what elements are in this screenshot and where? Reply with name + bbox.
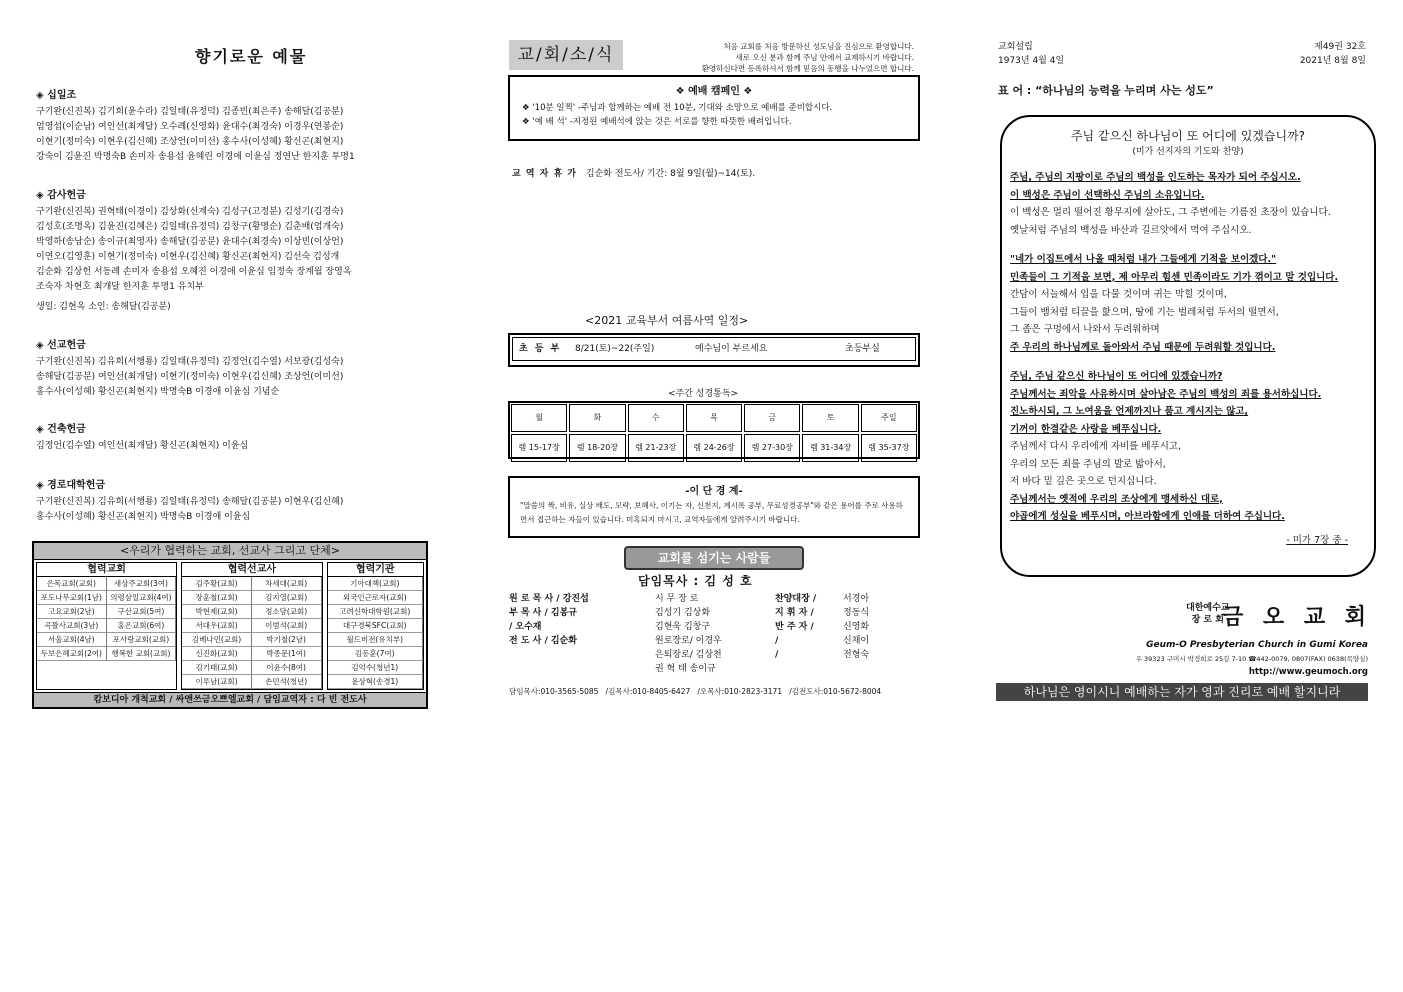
coop-entry: 고요교회(2남): [37, 605, 107, 619]
verse-reference: - 미가 7장 중 -: [1286, 534, 1348, 546]
news-note-line: 새로 오신 분과 함께 주님 안에서 교제하시기 바랍니다.: [735, 53, 914, 62]
verse-line: 그들이 뱀처럼 티끌을 핥으며, 땅에 기는 벌레처럼 두서의 떨면서,: [1010, 306, 1279, 318]
coop-entry: 서대우(교회): [182, 619, 252, 633]
coop-entry: 손민석(청년): [252, 675, 322, 689]
bible-day: 토: [802, 404, 858, 432]
denom-bottom: 장 로 회: [1191, 615, 1224, 625]
coop-churches-heading: 협력교회: [37, 563, 176, 577]
staff-row: [509, 634, 916, 648]
coop-entry: 김기태(교회): [182, 661, 252, 675]
footer-verse: 하나님은 영이시니 예배하는 자가 영과 진리로 예배 할지니라: [996, 683, 1368, 701]
coop-orgs: [327, 562, 424, 690]
staff-cell: /: [775, 636, 779, 646]
motto: 표 어 : “하나님의 능력을 누리며 사는 성도”: [998, 84, 1214, 97]
coop-churches: [36, 562, 177, 690]
founded-label: 교회설립: [998, 42, 1033, 52]
staff-cell: [509, 648, 655, 662]
verse-line: [1010, 239, 1374, 251]
section-heading: ◈ 감사헌금: [36, 190, 86, 201]
pastor-name: 담임목사 : 김 성 호: [638, 574, 753, 588]
staff-cell: 찬양대장 /: [775, 594, 817, 604]
coop-entry: 이윤수(8여): [252, 661, 322, 675]
bible-day: 목: [686, 404, 742, 432]
coop-entry: 두보은혜교회(2여): [37, 647, 107, 661]
verse-title: 주님 같으신 하나님이 또 어디에 있겠습니까?: [1070, 129, 1306, 143]
bible-reading: 렘 27-30장: [744, 434, 800, 462]
staff-cell: [775, 662, 843, 676]
coop-missionaries: [181, 562, 322, 690]
coop-entry: 외국인근로자(교회): [328, 591, 423, 605]
campaign-title: ❖ 예배 캠페인 ❖: [675, 86, 753, 97]
vacation-notice: [512, 166, 755, 179]
founded-date: 1973년 4월 4일: [998, 56, 1065, 66]
coop-entry: 김주황(교회): [182, 577, 252, 591]
coop-entry: 박현제(교회): [182, 605, 252, 619]
bible-day: 화: [569, 404, 625, 432]
section-thanks: [36, 186, 436, 295]
bible-reading: 렘 18-20장: [569, 434, 625, 462]
staff-row: [509, 592, 916, 606]
news-note: [636, 41, 914, 74]
staff-cell: 신채이: [843, 636, 870, 646]
coop-bottom: 캄보디아 개척교회 / 싸앤쓰금오쁘엘교회 / 담임교역자 : 다 빈 전도사: [34, 692, 426, 707]
verse-line: 그 좁은 구멍에서 나와서 두려워하며: [1010, 324, 1160, 335]
campaign-item: ❖ '예 배 석' -지정된 예배석에 앉는 것은 서로를 향한 따뜻한 배려입니다.: [522, 117, 792, 127]
staff-cell: /: [775, 650, 779, 660]
staff-cell: / 오수재: [509, 622, 542, 632]
staff-cell: 원로장로/ 이경우: [655, 636, 722, 646]
section-body: 구기완(신진복) 김유희(서행룡) 김일태(유정덕) 김정언(김수열) 서보광(김성숙) 송해달(김공분) 여인선(최개달) 이현기(정미숙) 이현우(김신혜) 조상언(이미선) 홍수사(이성혜) 황신곤(최현지) 박명숙B 이경애 이윤심 기념순: [36, 357, 344, 397]
coop-entry: 김동훈(7여): [328, 647, 423, 661]
verse-line: 우리의 모든 죄를 주님의 발로 밟아서,: [1010, 458, 1166, 470]
edu-title: <2021 교육부서 여름사역 일정>: [585, 314, 749, 327]
coop-entry: 이범석(교회): [252, 619, 322, 633]
section-body: 김정언(김수열) 여인선(최개달) 황신곤(최현지) 이윤심: [36, 441, 249, 451]
staff-cell: 신영화: [843, 622, 870, 632]
staff-cell: 지 휘 자 /: [775, 608, 814, 618]
bible-reading: 렘 31-34장: [802, 434, 858, 462]
section-heading: ◈ 선교헌금: [36, 340, 86, 351]
staff-cell: 김현욱 김창구: [655, 622, 711, 632]
staff-cell: 반 주 자 /: [775, 622, 814, 632]
edu-theme: 예수님이 부르세요: [695, 344, 768, 354]
verse-line: 이 백성은 멀리 떨어진 황무지에 살아도, 그 주변에는 기름진 초장이 있습니다.: [1010, 207, 1331, 218]
coop-entry: 이루남(교회): [182, 675, 252, 689]
issue-date: 2021년 8월 8일: [1299, 56, 1366, 66]
issue-info: [1240, 40, 1366, 68]
staff-cell: 서경아: [843, 594, 870, 604]
coop-entry: 정소담(교회): [252, 605, 322, 619]
news-note-line: 환영하신다면 등록하셔서 함께 믿음의 동행을 나누었으면 합니다.: [701, 64, 914, 73]
vacation-text: 김순화 전도사/ 기간: 8월 9일(월)~14(토).: [585, 169, 756, 179]
edu-dept: 초 등 부: [519, 344, 562, 354]
news-tag: 교/회/소/식: [509, 40, 623, 70]
coop-entry: 김지열(교회): [252, 591, 322, 605]
staff-cell: [843, 662, 903, 676]
verse-line: 주 우리의 하나님께로 돌아와서 주님 때문에 두려워할 것입니다.: [1010, 341, 1276, 353]
staff-list: [509, 592, 916, 676]
coop-missionaries-heading: 협력선교사: [182, 563, 321, 577]
coop-entry: 월드비전(유치부): [328, 633, 423, 647]
coop-entry: 차세대(교회): [252, 577, 322, 591]
coop-entry: 기아대책(교회): [328, 577, 423, 591]
coop-entry: 신진화(교회): [182, 647, 252, 661]
phone-list: 담임목사:010-3565-5085 /김목사:010-8405-6427 /오목사:010-2823-3171 /김전도사:010-5672-8004: [509, 687, 882, 696]
church-address: 우 39323 구미시 박정희로 25길 7-10 ☎442-0079, 0807(FAX) 0638(목양실): [1135, 655, 1368, 663]
church-english-name: Geum-O Presbyterian Church in Gumi Korea: [1146, 640, 1368, 650]
coop-entry: 의령삼일교회(4여): [107, 591, 177, 605]
verse-line: 주님께서는 죄악을 사유하시며 살아남은 주님의 백성의 죄를 용서하십니다.: [1010, 388, 1322, 400]
verse-line: 옛날처럼 주님의 백성을 바산과 길르앗에서 먹여 주십시오.: [1010, 224, 1252, 236]
verse-line: "네가 이집트에서 나올 때처럼 내가 그들에게 기적을 보이겠다.": [1010, 254, 1277, 265]
staff-cell: 부 목 사 / 김봉규: [509, 608, 577, 618]
section-heading: ◈ 건축헌금: [36, 424, 86, 435]
verse-subtitle: (미가 선지자의 기도와 찬양): [1132, 147, 1244, 157]
coop-entry: 홍은교회(6여): [107, 619, 177, 633]
coop-entry: 김베나민(교회): [182, 633, 252, 647]
verse-line: 민족들이 그 기적을 보면, 제 아무리 힘센 민족이라도 기가 꺾이고 말 것입니다.: [1010, 271, 1339, 283]
staff-row: [509, 606, 916, 620]
staff-cell: 전 도 사 / 김순화: [509, 636, 577, 646]
section-body: 구기완(신진복) 김기희(윤수라) 김일태(유정덕) 김종빈(최은주) 송해달(김공분) 엄영섭(이순남) 여인선(최계달) 오수례(신영화) 윤대수(최경숙) 이경우(연봉순) 이현기(정미숙) 이현우(김신혜) 조상언(이미선) 홍수사(이성혜) 황신곤(최현지) 강숙이 김윤진 박명숙B 손미자 송용섭 윤혜린 이경애 이윤심 정연난 한지훈 투명1: [36, 107, 355, 162]
coop-entry: 장훈철(교회): [182, 591, 252, 605]
verse-line: [1010, 356, 1374, 368]
bible-reading: 렘 35-37장: [861, 434, 917, 462]
coop-entry: 은목교회(교회): [37, 577, 107, 591]
denom-top: 대한예수교: [1186, 603, 1230, 613]
coop-entry: 곡꽐사교회(3남): [37, 619, 107, 633]
verse-box: [1000, 115, 1376, 577]
church-name: 금 오 교 회: [1222, 605, 1372, 630]
staff-cell: 은퇴장로/ 김상천: [655, 650, 722, 660]
verse-line: 기꺼이 한결같은 사랑을 베푸십니다.: [1010, 423, 1162, 435]
verse-line: 주님, 주님 같으신 하나님이 또 어디에 있겠습니까?: [1010, 371, 1223, 382]
bible-title: <주간 성경통독>: [668, 389, 739, 399]
coop-entry: 박기철(2남): [252, 633, 322, 647]
edu-row: [508, 333, 920, 367]
verse-line: 진노하시되, 그 노여움을 언제까지나 품고 계시지는 않고,: [1010, 406, 1249, 417]
heresy-text: "말씀의 짝, 비유, 실상 배도, 모략, 보혜사, 이기는 자, 신천지, 계시록 공부, 무료성경공부"와 같은 용어를 주로 사용하면서 접근하는 자들이 있습니다. 미혹되지 마시고, 교역자들에게 알려주시기 바랍니다.: [520, 501, 903, 524]
staff-cell: 권 혁 태 송이규: [655, 664, 716, 674]
coop-entry: 김억수(청년1): [328, 661, 423, 675]
coop-entry: 행복한 교회(교회): [107, 647, 177, 661]
servants-label: 교회를 섬기는 사람들: [624, 546, 804, 570]
verse-line: 간담이 서늘해서 입을 다물 것이며 귀는 막힐 것이며,: [1010, 289, 1227, 300]
heresy-title: -이 단 경 계-: [685, 486, 743, 497]
staff-cell: 정동식: [843, 608, 870, 618]
edu-place: 초등부실: [845, 344, 880, 354]
section-birthday: [36, 300, 436, 315]
issue-volume: 제49권 32호: [1314, 42, 1366, 52]
staff-cell: 전형숙: [843, 650, 870, 660]
staff-cell: [509, 662, 655, 676]
section-heading: ◈ 십일조: [36, 90, 77, 101]
news-note-line: 처음 교회를 처음 방문하신 성도님을 진심으로 환영합니다.: [723, 42, 914, 51]
section-body: 구기완(신진복) 김유희(서행룡) 김일태(유정덕) 송해달(김공분) 이현우(김신혜) 홍수사(이성혜) 황신곤(최현지) 박명숙B 이경애 이윤심: [36, 497, 344, 522]
bible-day: 주일: [861, 404, 917, 432]
coop-title: <우리가 협력하는 교회, 선교사 그리고 단체>: [34, 543, 426, 560]
verse-line: 주님께서는 옛적에 우리의 조상에게 맹세하신 대로,: [1010, 493, 1223, 505]
staff-row: [509, 620, 916, 634]
verse-line: 야곱에게 성실을 베푸시며, 아브라함에게 인애를 더하여 주십니다.: [1010, 511, 1285, 522]
bible-day: 월: [511, 404, 567, 432]
verse-line: 주님, 주님의 지팡이로 주님의 백성을 인도하는 목자가 되어 주십시오.: [1010, 172, 1301, 183]
staff-cell: 원 로 목 사 / 강진섭: [509, 594, 589, 604]
church-url[interactable]: http://www.geumoch.org: [1248, 667, 1368, 677]
heresy-box: [508, 476, 920, 538]
section-building: [36, 420, 436, 454]
coop-entry: 새상주교회(3여): [107, 577, 177, 591]
section-body: 생일: 김현옥 소인: 송해달(김공분): [36, 302, 171, 312]
section-tithe: [36, 86, 436, 165]
staff-cell: 시 무 장 로: [655, 594, 699, 604]
edu-date: 8/21(토)~22(주일): [575, 344, 655, 354]
coop-orgs-heading: 협력기관: [328, 563, 423, 577]
campaign-item: ❖ '10분 일찍' -주님과 함께하는 예배 전 10분, 기대와 소망으로 예배를 준비합시다.: [522, 103, 833, 113]
coop-entry: 서울교회(4남): [37, 633, 107, 647]
bible-reading: 렘 21-23장: [628, 434, 684, 462]
bible-day: 금: [744, 404, 800, 432]
coop-entry: 포사랑교회(교회): [107, 633, 177, 647]
bible-day: 수: [628, 404, 684, 432]
campaign-box: [508, 75, 920, 141]
verse-line: 이 백성은 주님이 선택하신 주님의 소유입니다.: [1010, 189, 1205, 201]
section-elderly: [36, 476, 436, 525]
staff-row: [509, 662, 916, 676]
section-heading: ◈ 경로대학헌금: [36, 480, 106, 491]
vacation-label: 교 역 자 휴 가: [512, 169, 578, 179]
founded: [998, 40, 1064, 68]
coop-entry: 대구경북SFC(교회): [328, 619, 423, 633]
verse-line: 주님께서 다시 우리에게 자비를 베푸시고,: [1010, 441, 1182, 452]
offering-title: 향기로운 예물: [195, 47, 308, 66]
coop-entry: 고려신학대학원(교회): [328, 605, 423, 619]
coop-entry: 포도나무교회(1남): [37, 591, 107, 605]
staff-cell: 김성기 김상화: [655, 608, 711, 618]
staff-row: [509, 648, 916, 662]
section-body: 구기완(신진복) 권혁태(이경이) 김상화(신계숙) 김성구(고정분) 김성기(김경숙) 김성호(조명옥) 김윤진(김혜은) 김일태(유정덕) 김창구(황명순) 김춘배(엄개숙) 박영하(송남순) 송이규(최영자) 송해달(김공분) 윤대수(최경숙) 이상빈(이상언) 이연오(김영훈) 이현기(정미숙) 이현우(김신혜) 황신곤(최현지) 김선숙 김성개 김순화 김상헌 서동례 손미자 송용섭 오혜진 이경애 이윤심 임정숙 장계월 장영옥 조숙자 차현호 최개달 한지훈 투명1 유치부: [36, 207, 352, 292]
coop-entry: 박종문(1여): [252, 647, 322, 661]
bible-reading: 렘 24-26장: [686, 434, 742, 462]
verse-line: 저 바다 밑 깊은 곳으로 던지십니다.: [1010, 476, 1157, 487]
coop-entry: 윤상혁(송경1): [328, 675, 423, 689]
section-mission: [36, 336, 436, 400]
bible-reading: 렘 15-17장: [511, 434, 567, 462]
coop-entry: 구산교회(5여): [107, 605, 177, 619]
bible-table: [508, 401, 920, 459]
coop-table: [32, 541, 428, 709]
